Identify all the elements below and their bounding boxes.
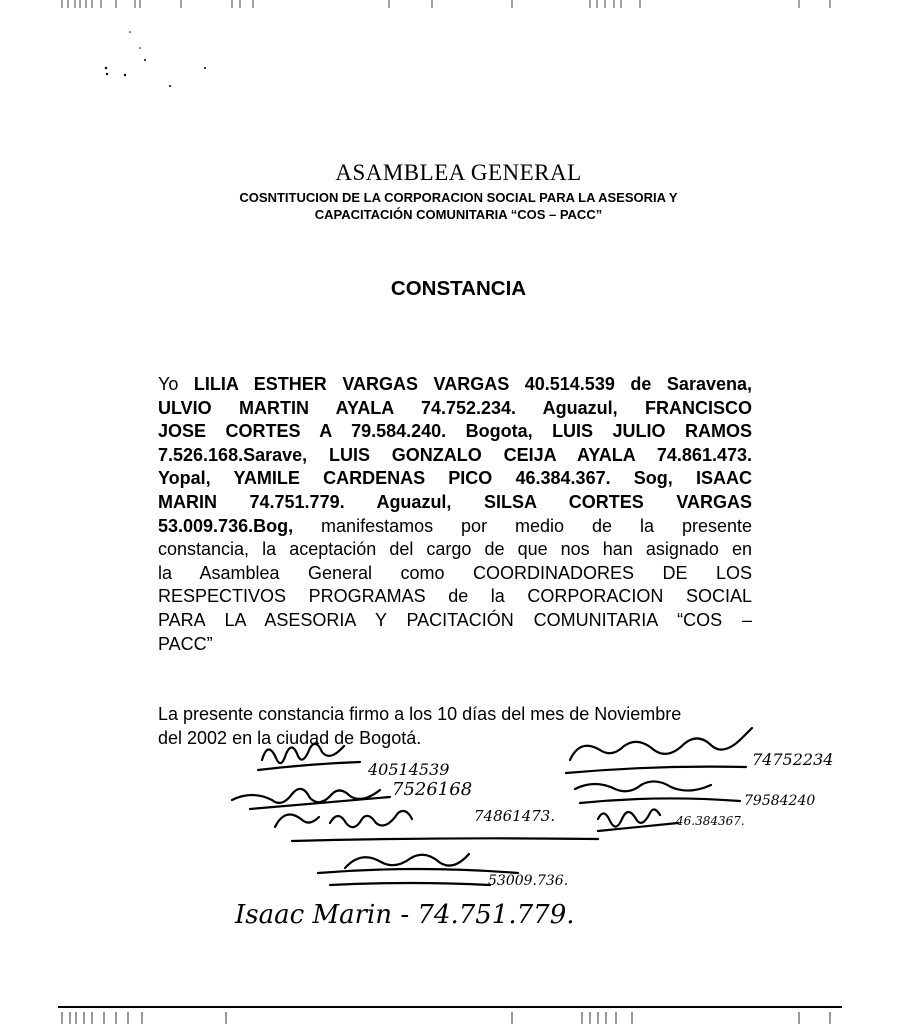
body-text-bold: Yopal, YAMILE CARDENAS PICO 46.384.367. Sog, ISAAC [158, 468, 752, 489]
body-line [158, 420, 752, 444]
body-text-bold: 53.009.736.Bog, [158, 515, 294, 536]
body-line [158, 467, 752, 491]
body-text-bold: 7.526.168.Sarave, LUIS GONZALO CEIJA AYALA 74.861.473. [158, 444, 752, 465]
body-line [158, 373, 752, 397]
closing-line-2: del 2002 en la ciudad de Bogotá. [158, 727, 422, 748]
body-line [158, 609, 752, 633]
corporation-subtitle [0, 189, 917, 223]
subtitle-line-1: COSNTITUCION DE LA CORPORACION SOCIAL PARA LA ASESORIA Y [239, 190, 678, 205]
body-line [158, 585, 752, 609]
signature-separator-line [292, 838, 598, 841]
annotation-francisco-cortes: 79584240 [744, 793, 816, 809]
body-line [158, 397, 752, 421]
signature-lilia-vargas [258, 744, 360, 770]
body-text: constancia, la aceptación del cargo de que nos han asignado en [158, 539, 752, 560]
body-line [158, 444, 752, 468]
signature-ulvio-martin [566, 728, 752, 773]
body-line [158, 515, 752, 539]
body-line [158, 538, 752, 562]
closing-line-1: La presente constancia firmo a los 10 días del mes de Noviembre [158, 704, 682, 724]
body-text-bold: JOSE CORTES A 79.584.240. Bogota, LUIS JULIO RAMOS [158, 421, 752, 442]
body-text: RESPECTIVOS PROGRAMAS de la CORPORACION SOCIAL [158, 586, 752, 607]
body-text: PACC” [158, 633, 213, 654]
annotation-yamile-cardenas: 46.384367. [676, 814, 745, 828]
assembly-title: ASAMBLEA GENERAL [335, 160, 582, 185]
body-line [158, 491, 752, 515]
body-text: manifestamos por medio de la presente [293, 515, 752, 536]
annotation-luis-julio-ramos: 7526168 [392, 779, 473, 800]
body-text-bold: MARIN 74.751.779. Aguazul, SILSA CORTES VARGAS [158, 491, 752, 512]
signature-luis-julio-ramos [232, 789, 390, 809]
annotation-isaac-marin: Isaac Marin - 74.751.779. [235, 900, 575, 925]
signatures-area [0, 725, 917, 925]
document-heading: CONSTANCIA [390, 277, 527, 300]
body-line [158, 562, 752, 586]
body-text: la Asamblea General como COORDINADORES DE LOS [158, 562, 752, 583]
signature-yamile-cardenas [598, 809, 678, 831]
subtitle-line-2: CAPACITACIÓN COMUNITARIA “COS – PACC” [314, 207, 603, 222]
body-text: PARA LA ASESORIA Y PACITACIÓN COMUNITARIA “COS – [158, 609, 752, 630]
annotation-lilia-vargas: 40514539 [368, 760, 450, 779]
body-line [158, 633, 752, 657]
body-text: Yo [158, 374, 194, 394]
annotation-ulvio-martin: 74752234 [752, 750, 834, 769]
scan-edge-top [0, 0, 917, 12]
scan-specks [100, 20, 220, 100]
annotation-luis-gonzalo-ceija: 74861473. [474, 807, 556, 825]
scan-edge-bottom [0, 1004, 917, 1024]
body-text-bold: ULVIO MARTIN AYALA 74.752.234. Aguazul, FRANCISCO [158, 397, 752, 418]
signature-luis-gonzalo-ceija [275, 811, 412, 827]
signature-francisco-cortes [575, 781, 740, 803]
annotation-silsa-cortes: 53009.736. [488, 873, 569, 889]
body-paragraph [158, 373, 752, 656]
body-text-bold: LILIA ESTHER VARGAS VARGAS 40.514.539 de Saravena, [193, 374, 752, 394]
